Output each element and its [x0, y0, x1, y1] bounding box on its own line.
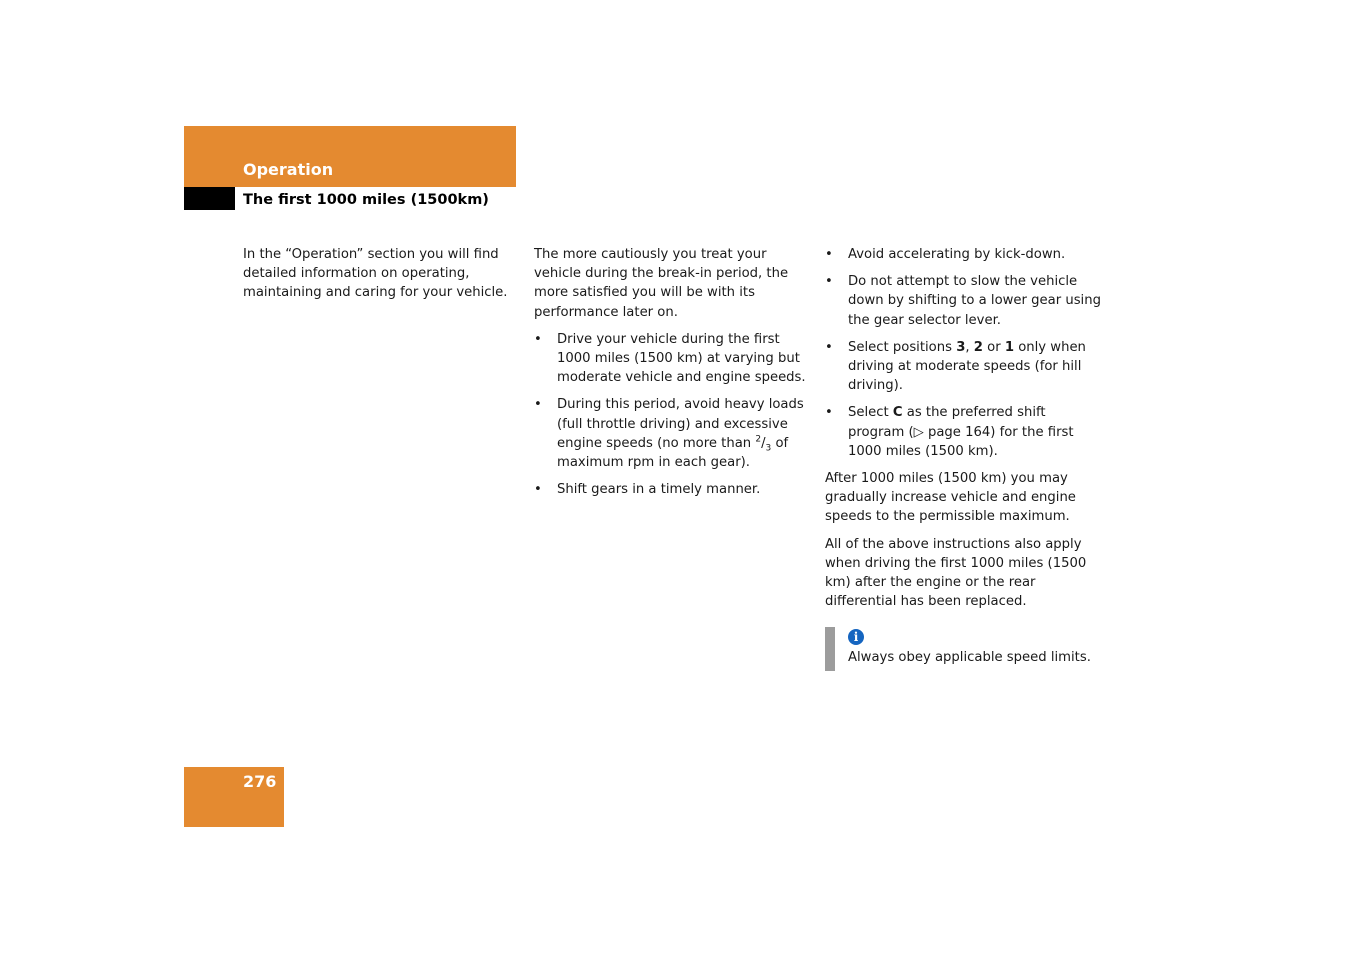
column-3: [825, 245, 1101, 668]
page-subtitle: The first 1000 miles (1500km): [243, 192, 489, 208]
break-in-list: [534, 330, 808, 500]
fraction-slash: /: [761, 435, 766, 451]
list-item: • Shift gears in a timely manner.: [534, 480, 808, 499]
column-2: [534, 245, 808, 507]
note-bar: [825, 627, 835, 671]
fraction-denominator: 3: [765, 443, 772, 454]
list-item-text: ,: [965, 339, 974, 355]
info-icon: i: [848, 629, 864, 645]
header-band: [184, 126, 516, 187]
intro-paragraph: In the “Operation” section you will find detailed information on operating, maintaining and caring for your vehicle.: [243, 247, 508, 301]
break-in-intro: The more cautiously you treat your vehicle during the break-in period, the more satisfied you will be with its performance later on.: [534, 247, 789, 320]
column-1: [243, 245, 517, 311]
list-item-text: only when driving at moderate speeds (for hill driving).: [848, 339, 1086, 394]
section-tab-marker: [184, 187, 235, 210]
gear-position-1: 1: [1004, 339, 1015, 355]
section-title: Operation: [243, 160, 334, 179]
list-item: • Do not attempt to slow the vehicle down by shifting to a lower gear using the gear selector lever.: [825, 272, 1101, 330]
page-number: 276: [243, 772, 277, 791]
list-item-text: as the preferred shift program (▷ page 164) for the first 1000 miles (1500 km).: [848, 405, 1074, 459]
fraction-numerator: 2: [755, 434, 762, 445]
list-item: [825, 403, 1101, 461]
list-item: [825, 338, 1101, 396]
list-item: • Drive your vehicle during the first 1000 miles (1500 km) at varying but moderate vehicle and engine speeds.: [534, 330, 808, 388]
driving-tips-list: [825, 245, 1101, 461]
list-item-text: During this period, avoid heavy loads (full throttle driving) and excessive engine speeds (no more than: [557, 397, 804, 451]
list-item-text: or: [982, 339, 1005, 355]
list-item-text: of maximum rpm in each gear).: [557, 435, 789, 471]
info-note: [825, 623, 1101, 667]
gear-position-2: 2: [973, 339, 983, 355]
list-item: • Avoid accelerating by kick-down.: [825, 245, 1101, 264]
replacement-paragraph: All of the above instructions also apply when driving the first 1000 miles (1500 km) after the engine or the rear differential has been replaced.: [825, 536, 1087, 610]
list-item-text: Select: [848, 405, 893, 421]
list-item-text: Select positions: [848, 339, 957, 355]
gear-position-3: 3: [956, 339, 966, 355]
after-break-in-paragraph: After 1000 miles (1500 km) you may gradually increase vehicle and engine speeds to the permissible maximum.: [825, 471, 1076, 525]
note-text: Always obey applicable speed limits.: [848, 650, 1091, 666]
shift-program-c: C: [892, 405, 903, 421]
list-item: [534, 395, 808, 472]
